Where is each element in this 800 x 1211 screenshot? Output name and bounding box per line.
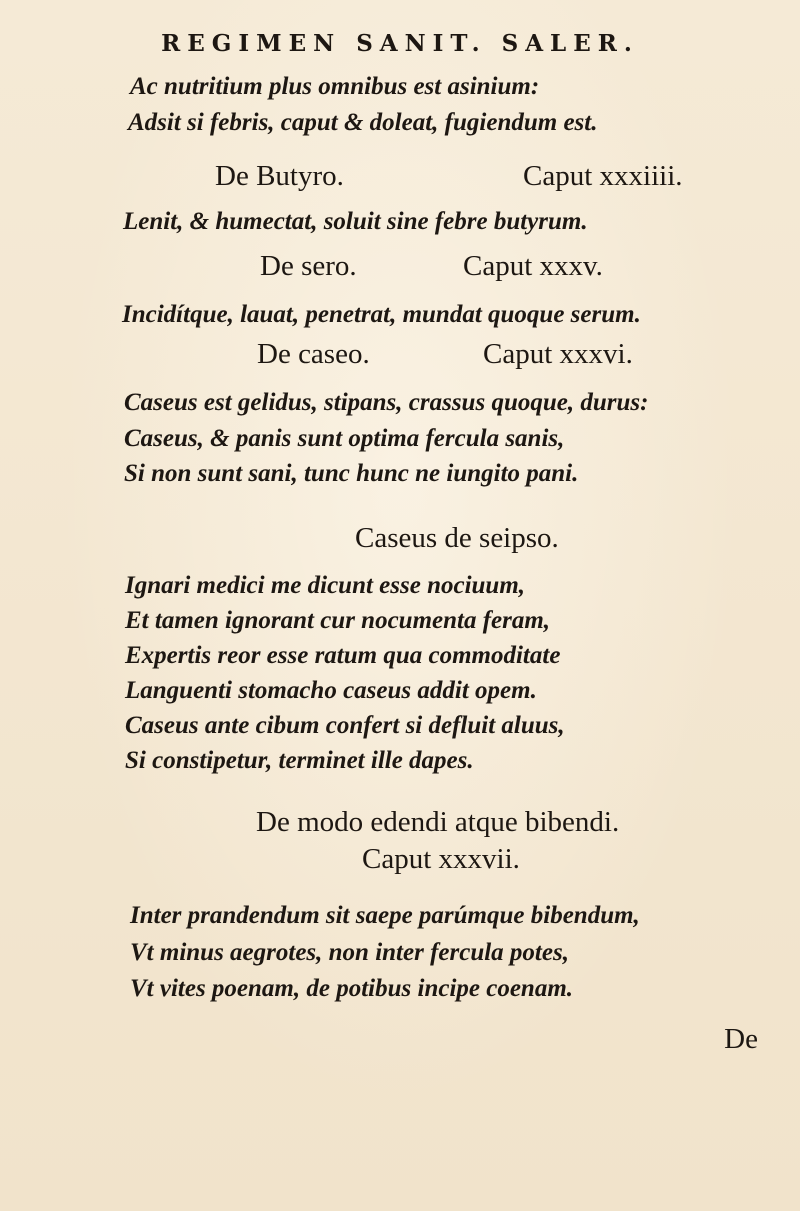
catchword: De: [724, 1023, 758, 1055]
verse-line: Ignari medici me dicunt esse nociuum,: [125, 572, 526, 599]
verse-line: Et tamen ignorant cur nocumenta feram,: [125, 607, 551, 634]
caput-label: Caput xxxv.: [463, 250, 603, 282]
caput-label: Caput xxxvi.: [483, 338, 633, 370]
section-title: De Butyro.: [215, 160, 344, 192]
section-title: Caseus de seipso.: [355, 522, 559, 554]
verse-line: Si non sunt sani, tunc hunc ne iungito pani.: [124, 460, 579, 487]
verse-line: Languenti stomacho caseus addit opem.: [125, 677, 537, 704]
caput-label: Caput xxxiiii.: [523, 160, 683, 192]
verse-line: Caseus ante cibum confert si defluit aluus,: [125, 712, 565, 739]
verse-line: Vt minus aegrotes, non inter fercula potes,: [130, 939, 569, 966]
section-title: De caseo.: [257, 338, 370, 370]
caput-label: Caput xxxvii.: [362, 843, 520, 875]
running-head: REGIMEN SANIT. SALER.: [161, 30, 639, 57]
verse-line: Ac nutritium plus omnibus est asinium:: [130, 73, 540, 100]
verse-line: Vt vites poenam, de potibus incipe coenam.: [130, 975, 574, 1002]
verse-line: Expertis reor esse ratum qua commoditate: [125, 642, 561, 669]
verse-line: Caseus, & panis sunt optima fercula sanis,: [124, 425, 565, 452]
verse-line: Inter prandendum sit saepe parúmque bibendum,: [130, 902, 640, 929]
verse-line: Incidítque, lauat, penetrat, mundat quoque serum.: [122, 301, 641, 328]
section-title: De sero.: [260, 250, 357, 282]
verse-line: Adsit si febris, caput & doleat, fugiendum est.: [128, 109, 598, 136]
verse-line: Si constipetur, terminet ille dapes.: [125, 747, 474, 774]
verse-line: Lenit, & humectat, soluit sine febre butyrum.: [123, 208, 588, 235]
verse-line: Caseus est gelidus, stipans, crassus quoque, durus:: [124, 389, 649, 416]
section-title: De modo edendi atque bibendi.: [256, 806, 620, 838]
